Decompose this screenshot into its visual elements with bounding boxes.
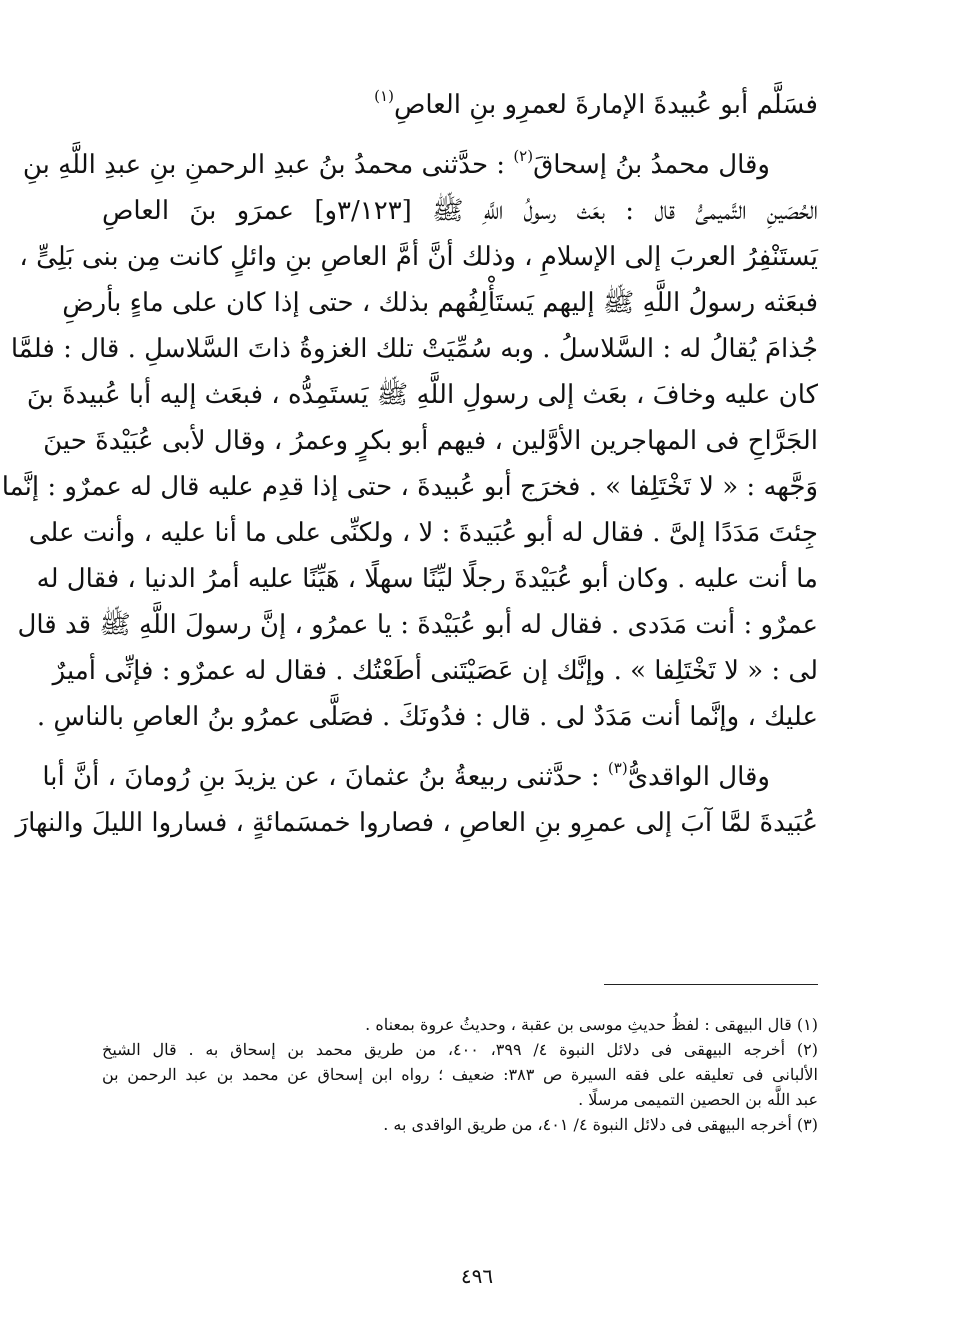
footnote-ref-1: (١) [374, 87, 394, 105]
paragraph-2-line: عمرٌو : أنت مَدَدى . فقال له أبو عُبَيْدةَ : يا عمرُو ، إنَّ رسولَ اللَّهِ ﷺ قد قال [17, 610, 818, 640]
footnote-separator [604, 984, 818, 985]
footnote-3 [102, 1112, 818, 1137]
paragraph-2-line: يَستَنْفِرُ العربَ إلى الإسلامِ ، وذلك أنَّ أمَّ العاصِ بنِ وائلٍ كانت مِن بنى بَلِىٍّ ، [19, 242, 818, 272]
paragraph-3-line-1-b: : حدَّثنى ربيعةُ بنُ عثمانَ ، عن يزيدَ بنِ رُومانَ ، أنَّ أبا [42, 762, 608, 792]
paragraph-2-line-last: عليك ، وإنَّما أنت مَدَدٌ لى . قال : فدُونَكَ . فصَلَّى عمرُو بنُ العاصِ بالناسِ . [36, 702, 818, 732]
paragraph-1-text: فسَلَّم أبو عُبيدةَ الإمارةَ لعمرِو بنِ العاصِ [393, 90, 818, 120]
footnote-ref-2: (٢) [513, 147, 534, 165]
footnote-3-number: (٣) [796, 1115, 818, 1134]
paragraph-2-line: الجَرَّاحِ فى المهاجرين الأوَّلين ، فيهم أبو بكرٍ وعمرُ ، وقال لأبى عُبَيْدةَ حينَ [43, 426, 818, 456]
footnote-1-number: (١) [796, 1015, 818, 1034]
footnote-ref-3: (٣) [607, 759, 628, 777]
footnote-2-line: الألبانى فى تعليقه على فقه السيرة ص ٣٨٣: ضعيف ؛ رواه ابن إسحاق عن محمد بن عبد الرحمن بن [102, 1065, 818, 1084]
paragraph-2-line: ما أنت عليه . وكان أبو عُبَيْدةَ رجلًا ليِّنًا سهلًا ، هَيِّنًا عليه أمرُ الدنيا ، فقال له [36, 564, 818, 594]
paragraph-2-line-1 [22, 142, 818, 188]
paragraph-2-line: كان عليه وخافَ ، بعَث إلى رسولِ اللَّهِ ﷺ يَستَمِدُّه ، فبعَث إليه أبا عُبيدةَ بنَ [26, 380, 818, 410]
paragraph-2-line-1-b: : حدَّثنى محمدُ بنُ عبدِ الرحمنِ بنِ عبدِ اللَّهِ بنِ [22, 150, 514, 180]
footnote-2-text: أخرجه البيهقى فى دلائل النبوة ٤/ ٣٩٩، ٤٠٠، من طريق محمد بن إسحاق به . قال الشيخ [102, 1040, 786, 1059]
paragraph-2-line-1-a: وقال محمدُ بنُ إسحاقَ [533, 150, 770, 180]
footnote-1 [102, 1012, 818, 1037]
paragraph-2-line: لى : « لا تَخْتَلِفا » . وإنَّك إن عَصَيْتَنى أطَعْتُك . فقال له عمرٌو : فإنِّى أميرٌ [52, 656, 818, 686]
page-number: ٤٩٦ [460, 1264, 494, 1288]
footnote-2-number: (٢) [796, 1040, 818, 1059]
paragraph-2-line: الحُصَينِ التَّميمىُّ قال : بعَث رسولُ اللَّهِ ﷺ [٣/١٢٣و] عمرَو بنَ العاصِ [102, 196, 819, 226]
footnote-2-line: عبد اللَّه بن الحصين التميمى مرسلًا . [578, 1090, 818, 1109]
footnote-3-text: أخرجه البيهقى فى دلائل النبوة ٤/ ٤٠١، من طريق الواقدى به . [383, 1115, 792, 1134]
paragraph-3-line-1 [42, 754, 818, 800]
paragraph-2-line: فبعَثه رسولُ اللَّهِ ﷺ إليهم يَستَأْلِفُهم بذلك ، حتى إذا كان على ماءٍ بأرضِ [62, 288, 818, 318]
paragraph-3-line-1-a: وقال الواقدىُّ [627, 762, 770, 792]
footnotes [102, 1012, 818, 1137]
footnote-1-text: قال البيهقى : لفظُ حديثِ موسى بن عقبة ، وحديثُ عروة بمعناه . [365, 1015, 792, 1034]
main-text [1, 82, 819, 846]
footnote-2 [102, 1037, 818, 1062]
paragraph-2-line: جِئتَ مَدَدًا إلىَّ . فقال له أبو عُبَيدةَ : لا ، ولكنِّى على ما أنا عليه ، وأنت على [28, 518, 818, 548]
paragraph-3-line-2: عُبَيدةَ لمَّا آبَ إلى عمرِو بنِ العاصِ ، فصاروا خمسَمائةٍ ، فساروا الليلَ والنهارَ [15, 808, 818, 838]
paragraph-1-line [102, 82, 818, 128]
paragraph-2-line: وَجَّهه : « لا تَخْتَلِفا » . فخرَج أبو عُبيدةَ ، حتى إذا قدِم عليه قال له عمرٌو : إنَّما [1, 472, 818, 502]
paragraph-2-line: جُذامَ يُقالُ له : السَّلاسلُ . وبه سُمِّيَتْ تلك الغزوةُ ذاتَ السَّلاسلِ . قال : فلمَّا [10, 334, 818, 364]
